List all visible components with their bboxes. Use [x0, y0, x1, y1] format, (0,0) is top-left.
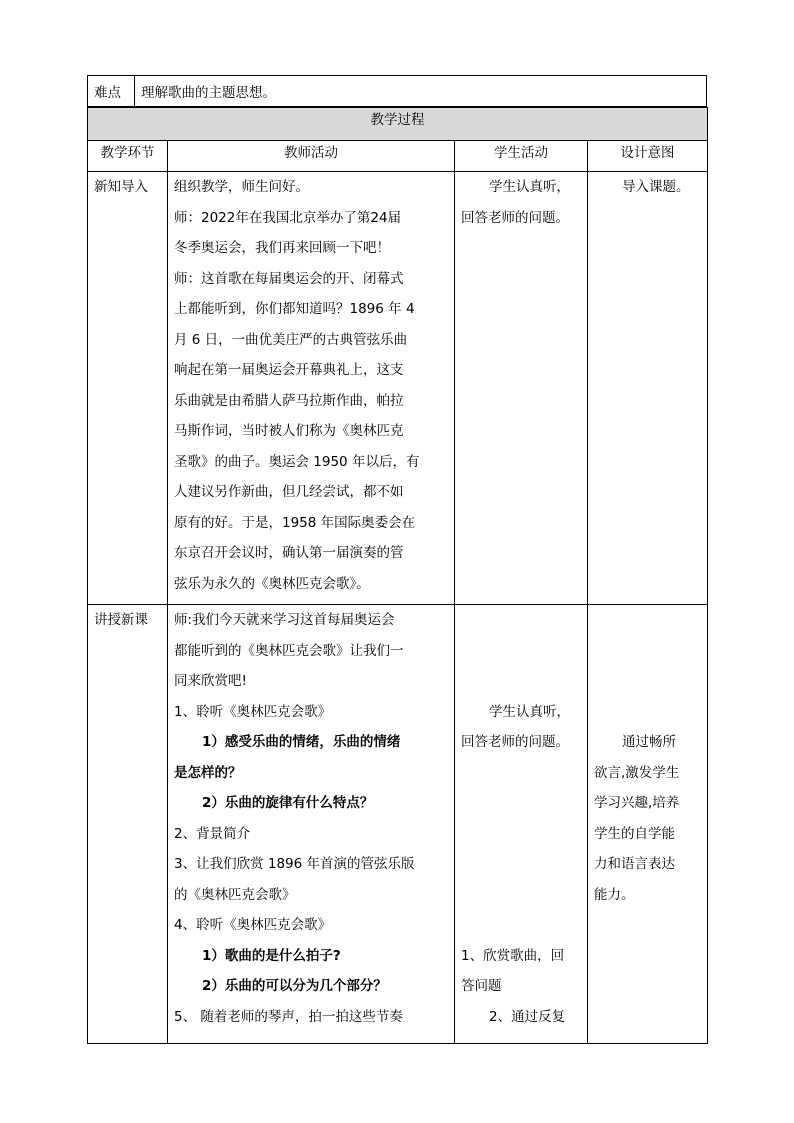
teacher-line: 都能听到的《奥林匹克会歌》让我们一 [174, 642, 404, 659]
header-row [88, 141, 708, 172]
teacher-line: 乐曲就是由希腊人萨马拉斯作曲，帕拉 [174, 392, 404, 409]
stage-cell [88, 172, 168, 605]
teacher-line: 冬季奥运会，我们再来回顾一下吧！ [174, 240, 390, 256]
intent-line: 导入课题。 [622, 179, 690, 195]
intent-line: 通过畅所 [622, 734, 676, 750]
teacher-line: 人建议另作新曲，但几经尝试，都不如 [174, 484, 404, 500]
stage-label: 新知导入 [94, 179, 148, 195]
intent-line: 学习兴趣,培养 [594, 795, 680, 811]
student-line: 回答老师的问题。 [461, 209, 569, 226]
teacher-line: 师：2022年在我国北京举办了第24届 [174, 209, 402, 226]
student-activity-cell [455, 605, 588, 1044]
stage-label: 讲授新课 [94, 612, 148, 628]
teacher-question: 1）感受乐曲的情绪，乐曲的情绪 [202, 734, 401, 750]
teacher-activity-cell [168, 172, 455, 605]
student-activity-cell [455, 172, 588, 605]
header-intent: 设计意图 [588, 141, 708, 172]
teacher-line: 同来欣赏吧! [174, 673, 247, 689]
design-intent-cell [588, 172, 708, 605]
section-title-row [88, 108, 708, 141]
teacher-line: 1、聆听《奥林匹克会歌》 [174, 703, 332, 720]
difficulty-row [88, 76, 707, 107]
student-line: 回答老师的问题。 [461, 734, 569, 750]
teacher-question: 2）乐曲的旋律有什么特点？ [202, 795, 374, 811]
student-line: 答问题 [461, 978, 502, 994]
teacher-line: 上都能听到，你们都知道吗？1896 年 4 [174, 301, 415, 317]
teacher-line: 原有的好。于是，1958 年国际奥委会在 [174, 514, 416, 531]
design-intent-cell [588, 605, 708, 1044]
teacher-question: 2）乐曲的可以分为几个部分？ [202, 978, 387, 994]
teacher-activity-cell [168, 605, 455, 1044]
teacher-line: 马斯作词，当时被人们称为《奥林匹克 [174, 423, 404, 439]
header-teacher: 教师活动 [168, 141, 455, 172]
teaching-process-table [87, 107, 708, 1044]
teacher-line: 5、 随着老师的琴声，拍一拍这些节奏 [174, 1008, 403, 1025]
teacher-line: 师：这首歌在每届奥运会的开、闭幕式 [174, 270, 404, 287]
teacher-line: 月 6 日，一曲优美庄严的古典管弦乐曲 [174, 331, 408, 348]
intent-line: 能力。 [594, 886, 635, 903]
teacher-line: 组织教学，师生问好。 [174, 179, 309, 195]
teacher-question: 1）歌曲的是什么拍子? [202, 947, 341, 964]
teacher-question: 是怎样的？ [174, 764, 242, 781]
teacher-line: 弦乐为永久的《奥林匹克会歌》。 [174, 575, 370, 592]
student-line: 学生认真听， [489, 703, 570, 720]
teacher-line: 的《奥林匹克会歌》 [174, 886, 296, 903]
difficulty-value: 理解歌曲的主题思想。 [135, 76, 707, 107]
stage-cell [88, 605, 168, 1044]
teacher-line: 4、聆听《奥林匹克会歌》 [174, 917, 332, 933]
header-stage: 教学环节 [88, 141, 168, 172]
table-row [88, 172, 708, 605]
student-line: 1、欣赏歌曲，回 [461, 947, 565, 964]
student-line: 学生认真听， [489, 179, 570, 195]
teacher-line: 响起在第一届奥运会开幕典礼上，这支 [174, 362, 404, 378]
table-row [88, 605, 708, 1044]
student-line: 2、通过反复 [489, 1008, 566, 1025]
teacher-line: 东京召开会议时，确认第一届演奏的管 [174, 545, 404, 561]
teacher-line: 3、让我们欣赏 1896 年首演的管弦乐版 [174, 856, 415, 872]
teacher-line: 师:我们今天就来学习这首每届奥运会 [174, 612, 395, 628]
difficulty-label: 难点 [88, 76, 135, 107]
section-title: 教学过程 [88, 108, 708, 141]
intent-line: 欲言,激发学生 [594, 764, 680, 781]
teacher-line: 2、背景简介 [174, 825, 251, 842]
intent-line: 力和语言表达 [594, 856, 675, 872]
teacher-line: 圣歌》的曲子。奥运会 1950 年以后，有 [174, 453, 420, 470]
header-student: 学生活动 [455, 141, 588, 172]
intent-line: 学生的自学能 [594, 825, 675, 842]
difficulty-table [87, 75, 707, 107]
